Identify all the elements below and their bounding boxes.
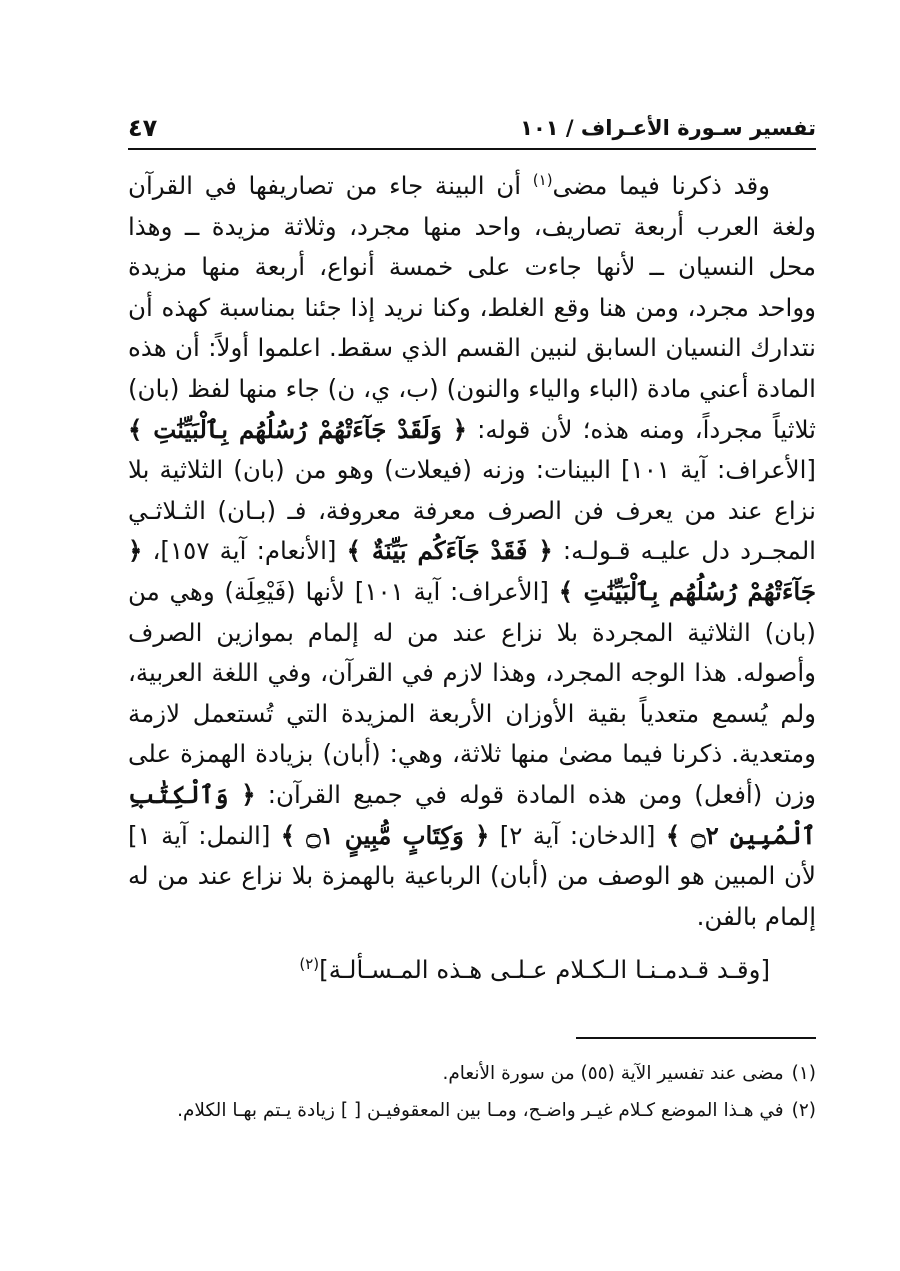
running-header-title: تفسير سـورة الأعـراف / ١٠١ xyxy=(520,116,816,140)
text-run: [الأعراف: آية ١٠١] البينات: وزنه (فيعلات) وهو من (بان) الثلاثية بلا نزاع عند من يعرف فن الصرف معرفة معروفة، فـ (بـان) الثـلاثـي المجـرد دل عليـه قـولـه: xyxy=(128,455,816,566)
text-run: [وقـد قـدمـنـا الـكـلام عـلـى هـذه المـسـألـة] xyxy=(319,955,770,985)
quran-verse: ﴿ وَكِتَابٍ مُّبِينٍ ۝١ ﴾ xyxy=(280,820,490,850)
footnote-ref-2: (٢) xyxy=(299,955,320,974)
footnotes xyxy=(128,1058,816,1132)
footnote-number: (٢) xyxy=(791,1100,816,1121)
book-page xyxy=(128,96,816,1216)
header-rule xyxy=(128,148,816,150)
page-number: ٤٧ xyxy=(128,114,158,142)
text-run: [النمل: آية ١] لأن المبين هو الوصف من (أبان) الرباعية بالهمزة بلا نزاع عند من له إلمام بالفن. xyxy=(128,820,816,931)
text-run: وقد ذكرنا فيما مضى xyxy=(552,171,771,200)
text-run: [الدخان: آية ٢] xyxy=(489,820,666,850)
quran-verse: ﴿ وَلَقَدْ جَآءَتْهُمْ رُسُلُهُم بِٱلْبَيِّنَٰتِ ﴾ xyxy=(128,414,468,444)
closing-paragraph xyxy=(128,950,816,991)
text-run: [الأنعام: آية ١٥٧]، xyxy=(142,536,347,566)
running-header xyxy=(128,110,816,146)
text-run: أن البينة جاء من تصاريفها في القرآن ولغة العرب أربعة تصاريف، واحد منها مجرد، وثلاثة مزيدة ــ وهذا محل النسيان ــ لأنها جاءت على خمسة أنواع، أربعة منها مزيدة وواحد مجرد، ومن هنا وقع الغلط، وكنا نريد إذا جئنا بمناسبة كهذه أن نتدارك النسيان السابق لنبين القسم الذي سقط. اعلموا أولاً: أن هذه المادة أعني مادة (الباء والياء والنون) (ب، ي، ن) جاء منها لفظ (بان) ثلاثياً مجرداً، ومنه هذه؛ لأن قوله: xyxy=(128,171,817,444)
footnote-1 xyxy=(128,1058,816,1089)
quran-verse: ﴿ جَآءَتْهُمْ رُسُلُهُم بِٱلْبَيِّنَٰتِ ﴾ xyxy=(128,536,817,606)
quran-verse: ﴿ وَٱلْكِتَٰبِ ٱلْمُبِينِ ۝٢ ﴾ xyxy=(128,779,817,850)
footnote-number: (١) xyxy=(791,1063,816,1084)
main-paragraph xyxy=(128,166,816,937)
footnote-2 xyxy=(128,1095,816,1126)
body-text xyxy=(128,166,816,991)
footnote-text: في هـذا الموضع كـلام غيـر واضـح، ومـا بين المعقوفيـن [ ] زيادة يـتم بهـا الكلام. xyxy=(177,1100,784,1121)
footnote-ref-1: (١) xyxy=(532,170,553,189)
footnote-rule xyxy=(576,1037,816,1039)
text-run: [الأعراف: آية ١٠١] لأنها (فَيْعِلَة) وهي من (بان) الثلاثية المجردة بلا نزاع عند من له إلمام بموازين الصرف وأصوله. هذا الوجه المجرد، وهذا لازم في القرآن، وفي اللغة العربية، ولم يُسمع متعدياً بقية الأوزان الأربعة المزيدة التي تُستعمل لازمة ومتعدية. ذكرنا فيما مضىٰ منها ثلاثة، وهي: (أبان) بزيادة الهمزة على وزن (أفعل) ومن هذه المادة قوله في جميع القرآن: xyxy=(128,576,817,809)
footnote-text: مضى عند تفسير الآية (٥٥) من سورة الأنعام. xyxy=(442,1063,784,1084)
quran-verse: ﴿ فَقَدْ جَآءَكُم بَيِّنَةٌ ﴾ xyxy=(346,536,553,566)
